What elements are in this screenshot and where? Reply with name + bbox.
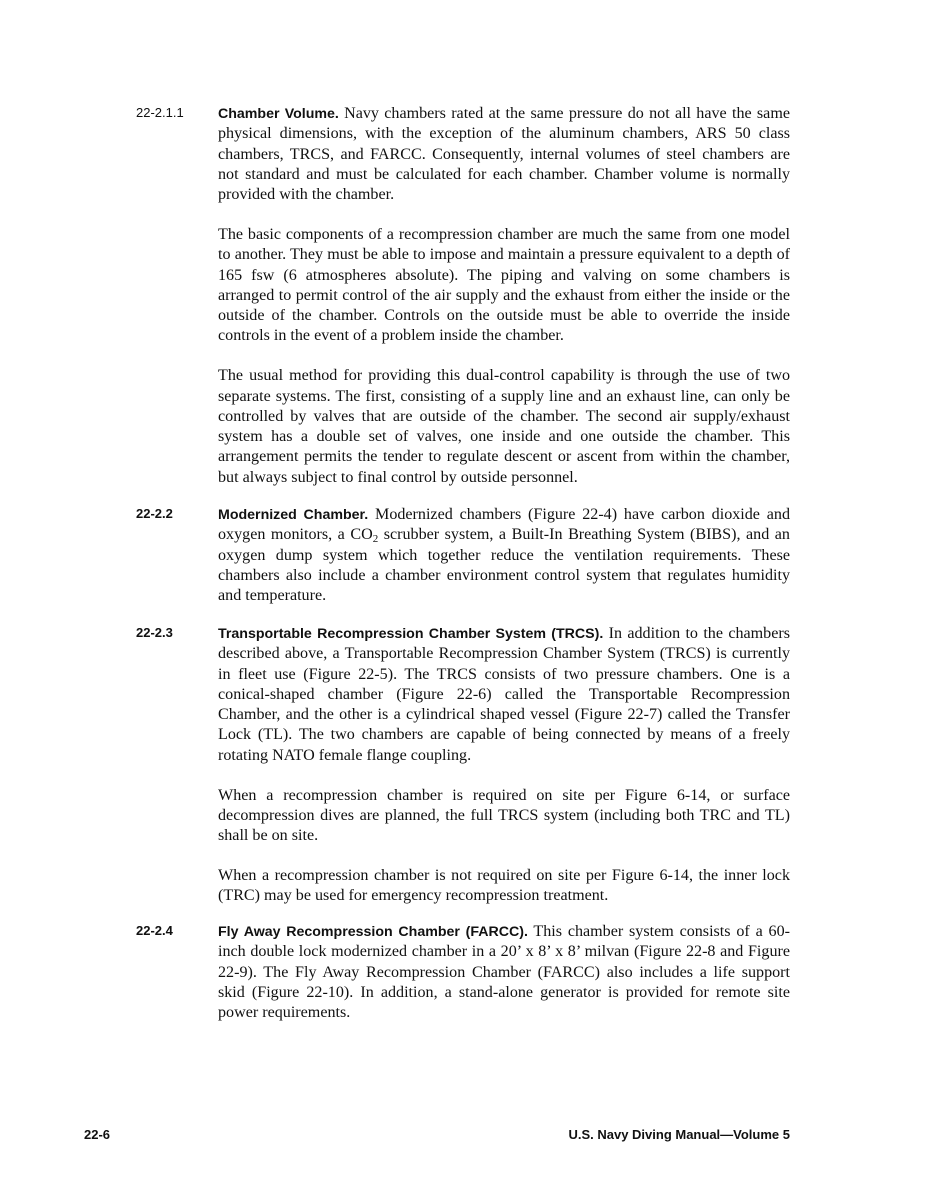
section-heading: Modernized Chamber. — [218, 507, 369, 523]
paragraph — [218, 624, 790, 766]
section-22-2-3 — [136, 624, 791, 907]
section-heading: Fly Away Recompression Chamber (FARCC). — [218, 924, 528, 940]
paragraph-text: This chamber system consists of a 60-inch double lock modernized chamber in a 20’ x 8’ x 8’ milvan (Figure 22-8 and Figure 22-9). The Fly Away Recompression Chamber (FARCC) also includes a life support skid (Figure 22-10). In addition, a stand-alone generator is provided for remote site power requirements. — [218, 923, 790, 1022]
section-body — [218, 505, 790, 606]
footer-title: U.S. Navy Diving Manual—Volume 5 — [568, 1127, 790, 1142]
paragraph-text: Navy chambers rated at the same pressure do not all have the same physical dimensions, with the exception of the aluminum chambers, ARS 50 class chambers, TRCS, and FARCC. Consequently, internal volumes of steel chambers are not standard and must be calculated for each chamber. Chamber volume is normally provided with the chamber. — [218, 105, 790, 204]
section-number: 22-2.1.1 — [136, 105, 184, 120]
section-body — [218, 922, 790, 1023]
section-heading: Transportable Recompression Chamber System (TRCS). — [218, 626, 604, 642]
paragraph: The usual method for providing this dual-control capability is through the use of two separate systems. The first, consisting of a supply line and an exhaust line, can only be controlled by valves that are outside of the chamber. The second air supply/exhaust system has a double set of valves, one inside and one outside the chamber. This arrangement permits the tender to regulate descent or ascent from within the chamber, but always subject to final control by outside personnel. — [218, 367, 790, 486]
paragraph — [218, 505, 790, 606]
page-number: 22-6 — [84, 1127, 111, 1142]
section-heading: Chamber Volume. — [218, 106, 339, 122]
paragraph: When a recompression chamber is required on site per Figure 6-14, or surface decompression dives are planned, the full TRCS system (including both TRC and TL) shall be on site. — [218, 786, 790, 845]
section-22-2-1-1 — [136, 104, 791, 488]
paragraph-text: In addition to the chambers described above, a Transportable Recompression Chamber System (TRCS) is currently in fleet use (Figure 22-5). The TRCS consists of two pressure chambers. One is a conical-shaped chamber (Figure 22-6) called the Transportable Recompression Chamber, and the other is a cylindrical shaped vessel (Figure 22-7) called the Transfer Lock (TL). The two chambers are capable of being connected by means of a freely rotating NATO female flange coupling. — [218, 625, 790, 764]
section-body — [218, 104, 790, 488]
section-number: 22-2.2 — [136, 506, 173, 521]
paragraph — [218, 922, 790, 1023]
paragraph: When a recompression chamber is not required on site per Figure 6-14, the inner lock (TRC) may be used for emergency recompression treatment. — [218, 866, 790, 905]
section-body — [218, 624, 790, 907]
section-number: 22-2.3 — [136, 625, 173, 640]
section-number: 22-2.4 — [136, 923, 173, 938]
subscript: 2 — [372, 533, 379, 546]
paragraph — [218, 104, 790, 205]
paragraph: The basic components of a recompression chamber are much the same from one model to another. They must be able to impose and maintain a pressure equivalent to a depth of 165 fsw (6 atmospheres absolute). The piping and valving on some chambers is arranged to permit control of the air supply and the exhaust from either the inside or the outside of the chamber. Controls on the outside must be able to override the inside controls in the event of a problem inside the chamber. — [218, 225, 790, 345]
paragraph-text: Modernized chambers (Figure 22-4) have carbon dioxide and oxygen monitors, a CO — [218, 506, 790, 544]
section-22-2-2 — [136, 505, 791, 606]
section-22-2-4 — [136, 922, 791, 1023]
paragraph-text: scrubber system, a Built-In Breathing System (BIBS), and an oxygen dump system which together reduce the ventilation requirements. These chambers also include a chamber environment control system that regulates humidity and temperature. — [218, 526, 790, 605]
